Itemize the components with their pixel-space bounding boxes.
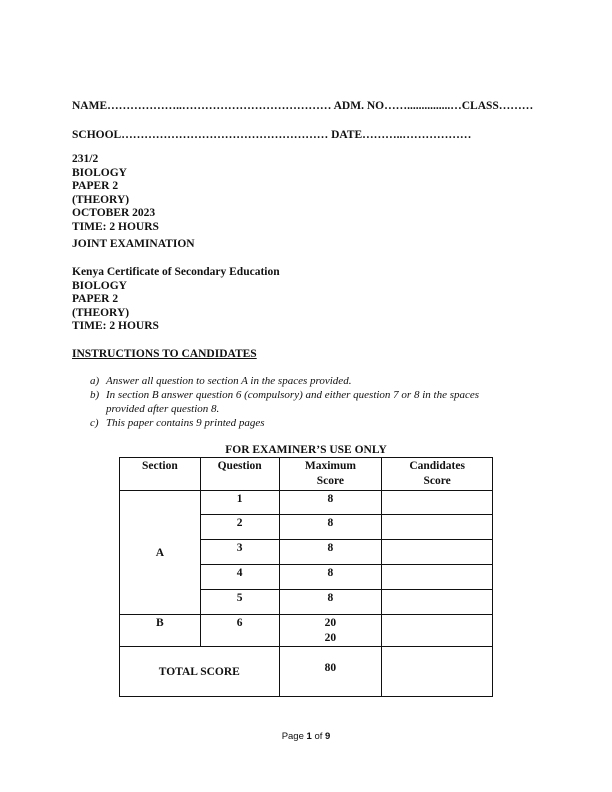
section-a-cell: A (120, 491, 201, 615)
table-row (120, 491, 493, 515)
instruction-text: Answer all question to section A in the spaces provided. (106, 375, 352, 387)
candidate-score-cell[interactable] (382, 491, 493, 515)
total-max-score: 80 (279, 647, 382, 697)
instruction-label: a) (90, 375, 100, 387)
table-header-row (120, 458, 493, 491)
school-date-line: SCHOOL……………………………………………… DATE………..……………… (72, 129, 472, 141)
paper-type: (THEORY) (72, 193, 130, 206)
name-adm-class-line: NAME………………..………………………………… ADM. NO……...............…CLASS……… (72, 100, 534, 112)
kcse-title: Kenya Certificate of Secondary Education (72, 266, 280, 278)
page-number: Page 1 of 9 (281, 731, 331, 742)
total-row (120, 647, 493, 697)
candidate-score-cell[interactable] (382, 615, 493, 647)
max-score-cell: 8 (279, 565, 382, 590)
question-cell: 2 (200, 515, 279, 540)
paper-code: 231/2 (72, 153, 99, 165)
max-score-cell: 8 (279, 491, 382, 515)
instruction-text: This paper contains 9 printed pages (106, 417, 265, 429)
kcse-type: (THEORY) (72, 306, 130, 319)
section-b-cell: B (120, 615, 201, 647)
max-score-cell: 8 (279, 515, 382, 540)
subject: BIOLOGY (72, 166, 127, 179)
max-score-cell: 8 (279, 540, 382, 565)
kcse-time: TIME: 2 HOURS (72, 320, 159, 332)
table-row-section-b (120, 615, 493, 647)
instruction-text: In section B answer question 6 (compulsory) and either question 7 or 8 in the spaces (106, 389, 480, 401)
exam-date: OCTOBER 2023 (72, 207, 156, 219)
header-section: Section (120, 458, 201, 491)
header-candidates-score: Candidates Score (382, 458, 493, 491)
paper-number: PAPER 2 (72, 180, 119, 192)
exam-title: JOINT EXAMINATION (72, 238, 195, 250)
max-score-cell: 20 20 (279, 615, 382, 647)
instruction-label: c) (90, 417, 99, 429)
candidate-score-cell[interactable] (382, 565, 493, 590)
instruction-text-cont: provided after question 8. (106, 403, 220, 415)
candidate-score-cell[interactable] (382, 590, 493, 615)
exam-time: TIME: 2 HOURS (72, 220, 159, 233)
candidate-score-cell[interactable] (382, 515, 493, 540)
total-score-label: TOTAL SCORE (120, 647, 280, 697)
instruction-label: b) (90, 389, 100, 401)
question-cell: 1 (200, 491, 279, 515)
candidate-total-cell[interactable] (382, 647, 493, 697)
header-question: Question (200, 458, 279, 491)
header-max-score: Maximum Score (279, 458, 382, 491)
question-cell: 3 (200, 540, 279, 565)
question-cell: 6 (200, 615, 279, 647)
question-cell: 4 (200, 565, 279, 590)
candidate-score-cell[interactable] (382, 540, 493, 565)
max-score-cell: 8 (279, 590, 382, 615)
kcse-paper: PAPER 2 (72, 293, 119, 305)
table-caption: FOR EXAMINER’S USE ONLY (225, 444, 387, 456)
score-table (119, 457, 493, 697)
question-cell: 5 (200, 590, 279, 615)
kcse-subject: BIOLOGY (72, 279, 127, 292)
instructions-heading: INSTRUCTIONS TO CANDIDATES (72, 348, 257, 360)
